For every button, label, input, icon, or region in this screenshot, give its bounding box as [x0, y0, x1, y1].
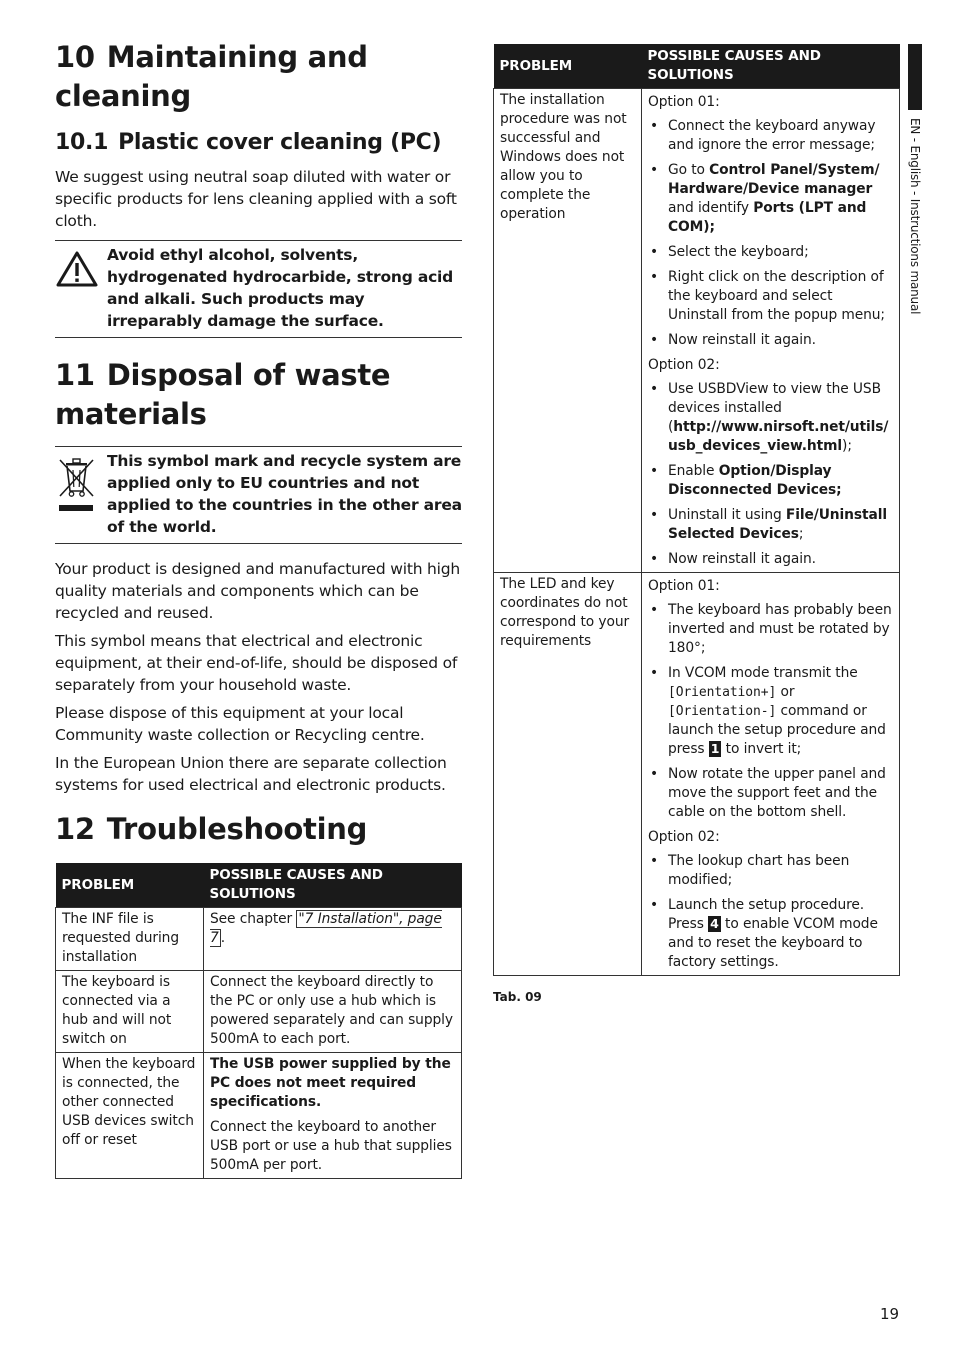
list-item: • The lookup chart has been modified; — [648, 852, 893, 890]
header-problem: PROBLEM — [494, 44, 642, 89]
chapter-link[interactable]: "7 Installation", page 7 — [210, 911, 442, 946]
disposal-paragraph-1: Your product is designed and manufactured with high quality materials and components which can be recycled and reused. — [55, 560, 461, 622]
problem-cell: The LED and key coordinates do not correspond to your requirements — [494, 573, 642, 976]
solution-cell: Connect the keyboard directly to the PC or only use a hub which is powered separately and can supply 500mA to each port. — [204, 971, 462, 1053]
list-item: • Connect the keyboard anyway and ignore the error message; — [648, 117, 893, 155]
solution-cell: Option 01: • Connect the keyboard anyway and ignore the error message; • Go to Control Panel/System/ Hardware/Device manager and identify Ports (LPT and COM); • Select the keyboard; • Right click on the description of the keyboard and select Uninstall from the popup menu; • Now reinstall it again. Option 02: • Use USBDView to view the USB devices installed (http://www.nirsoft.net/utils/ usb_devices_view.html); • Enable Option/Display Disconnected Devices; • Uninstall it using File/Uninstall Selected Devices; • Now reinstall it again. — [642, 89, 900, 573]
side-tab-marker — [908, 44, 922, 110]
recycle-text: This symbol mark and recycle system are applied only to EU countries and not applied to the countries in the other area of the world. — [107, 452, 462, 536]
section-11-heading: 11 Disposal of waste materials — [55, 358, 391, 431]
header-problem: PROBLEM — [56, 863, 204, 908]
table-row — [56, 971, 462, 1053]
table-header — [494, 44, 900, 89]
cleaning-paragraph: We suggest using neutral soap diluted with water or specific products for lens cleaning applied with a soft cloth. — [55, 168, 457, 230]
weee-bin-icon — [55, 450, 107, 538]
key-4-badge: 4 — [710, 916, 719, 931]
disposal-paragraph-3: Please dispose of this equipment at your local Community waste collection or Recycling centre. — [55, 704, 425, 744]
troubleshooting-table-left — [55, 863, 462, 1179]
warning-icon — [55, 244, 107, 332]
list-item: • Go to Control Panel/System/ Hardware/Device manager and identify Ports (LPT and COM); — [648, 161, 893, 237]
warning-note — [55, 240, 462, 338]
problem-cell: The INF file is requested during installation — [56, 908, 204, 971]
table-caption: Tab. 09 — [493, 990, 542, 1004]
section-10-1-heading: 10.1 Plastic cover cleaning (PC) — [55, 130, 442, 155]
key-1-badge: 1 — [710, 741, 720, 756]
section-12-heading: 12 Troubleshooting — [55, 812, 368, 846]
list-item: • Select the keyboard; — [648, 243, 893, 262]
right-column — [493, 44, 900, 1004]
solution-cell: See chapter "7 Installation", page 7 . — [204, 908, 462, 971]
problem-cell: The keyboard is connected via a hub and will not switch on — [56, 971, 204, 1053]
list-item: • In VCOM mode transmit the [Orientation+] or [Orientation-] command or launch the setup procedure and press 1 to invert it; — [648, 664, 893, 759]
list-item: • Now reinstall it again. — [648, 331, 893, 350]
problem-cell: When the keyboard is connected, the other connected USB devices switch off or reset — [56, 1053, 204, 1179]
disposal-paragraph-4: In the European Union there are separate collection systems for used electrical and electronic products. — [55, 754, 447, 794]
header-solutions: POSSIBLE CAUSES AND SOLUTIONS — [642, 44, 900, 89]
list-item: • The keyboard has probably been inverted and must be rotated by 180°; — [648, 601, 893, 658]
list-item: • Now reinstall it again. — [648, 550, 893, 569]
list-item: • Now rotate the upper panel and move the support feet and the cable on the bottom shell. — [648, 765, 893, 822]
list-item: • Enable Option/Display Disconnected Devices; — [648, 462, 893, 500]
table-row — [56, 908, 462, 971]
solution-cell: The USB power supplied by the PC does not meet required specifications. Connect the keyboard to another USB port or use a hub that supplies 500mA per port. — [204, 1053, 462, 1179]
disposal-paragraph-2: This symbol means that electrical and electronic equipment, at their end-of-life, should be disposed of separately from your household waste. — [55, 632, 458, 694]
list-item: • Launch the setup procedure. Press 4 to enable VCOM mode and to reset the keyboard to factory settings. — [648, 896, 893, 972]
header-solutions: POSSIBLE CAUSES AND SOLUTIONS — [204, 863, 462, 908]
list-item: • Use USBDView to view the USB devices installed (http://www.nirsoft.net/utils/ usb_devices_view.html); — [648, 380, 893, 456]
side-label: EN - English - Instructions manual — [908, 118, 922, 315]
page-number: 19 — [880, 1305, 900, 1323]
troubleshooting-table-right — [493, 44, 900, 976]
solution-cell: Option 01: • The keyboard has probably been inverted and must be rotated by 180°; • In VCOM mode transmit the [Orientation+] or [Orientation-] command or launch the setup procedure and press 1 to invert it; • Now rotate the upper panel and move the support feet and the cable on the bottom shell. Option 02: • The lookup chart has been modified; • Launch the setup procedure. Press 4 to enable VCOM mode and to reset the keyboard to factory settings. — [642, 573, 900, 976]
section-10-heading: 10 Maintaining and cleaning — [55, 40, 368, 113]
table-row — [494, 573, 900, 976]
recycle-note — [55, 446, 462, 544]
list-item: • Right click on the description of the keyboard and select Uninstall from the popup menu; — [648, 268, 893, 325]
table-row — [494, 89, 900, 573]
table-row — [56, 1053, 462, 1179]
left-column — [55, 38, 462, 1179]
table-header — [56, 863, 462, 908]
list-item: • Uninstall it using File/Uninstall Selected Devices; — [648, 506, 893, 544]
warning-text: Avoid ethyl alcohol, solvents, hydrogenated hydrocarbide, strong acid and alkali. Such products may irreparably damage the surface. — [107, 246, 454, 330]
problem-cell: The installation procedure was not successful and Windows does not allow you to complete the operation — [494, 89, 642, 573]
